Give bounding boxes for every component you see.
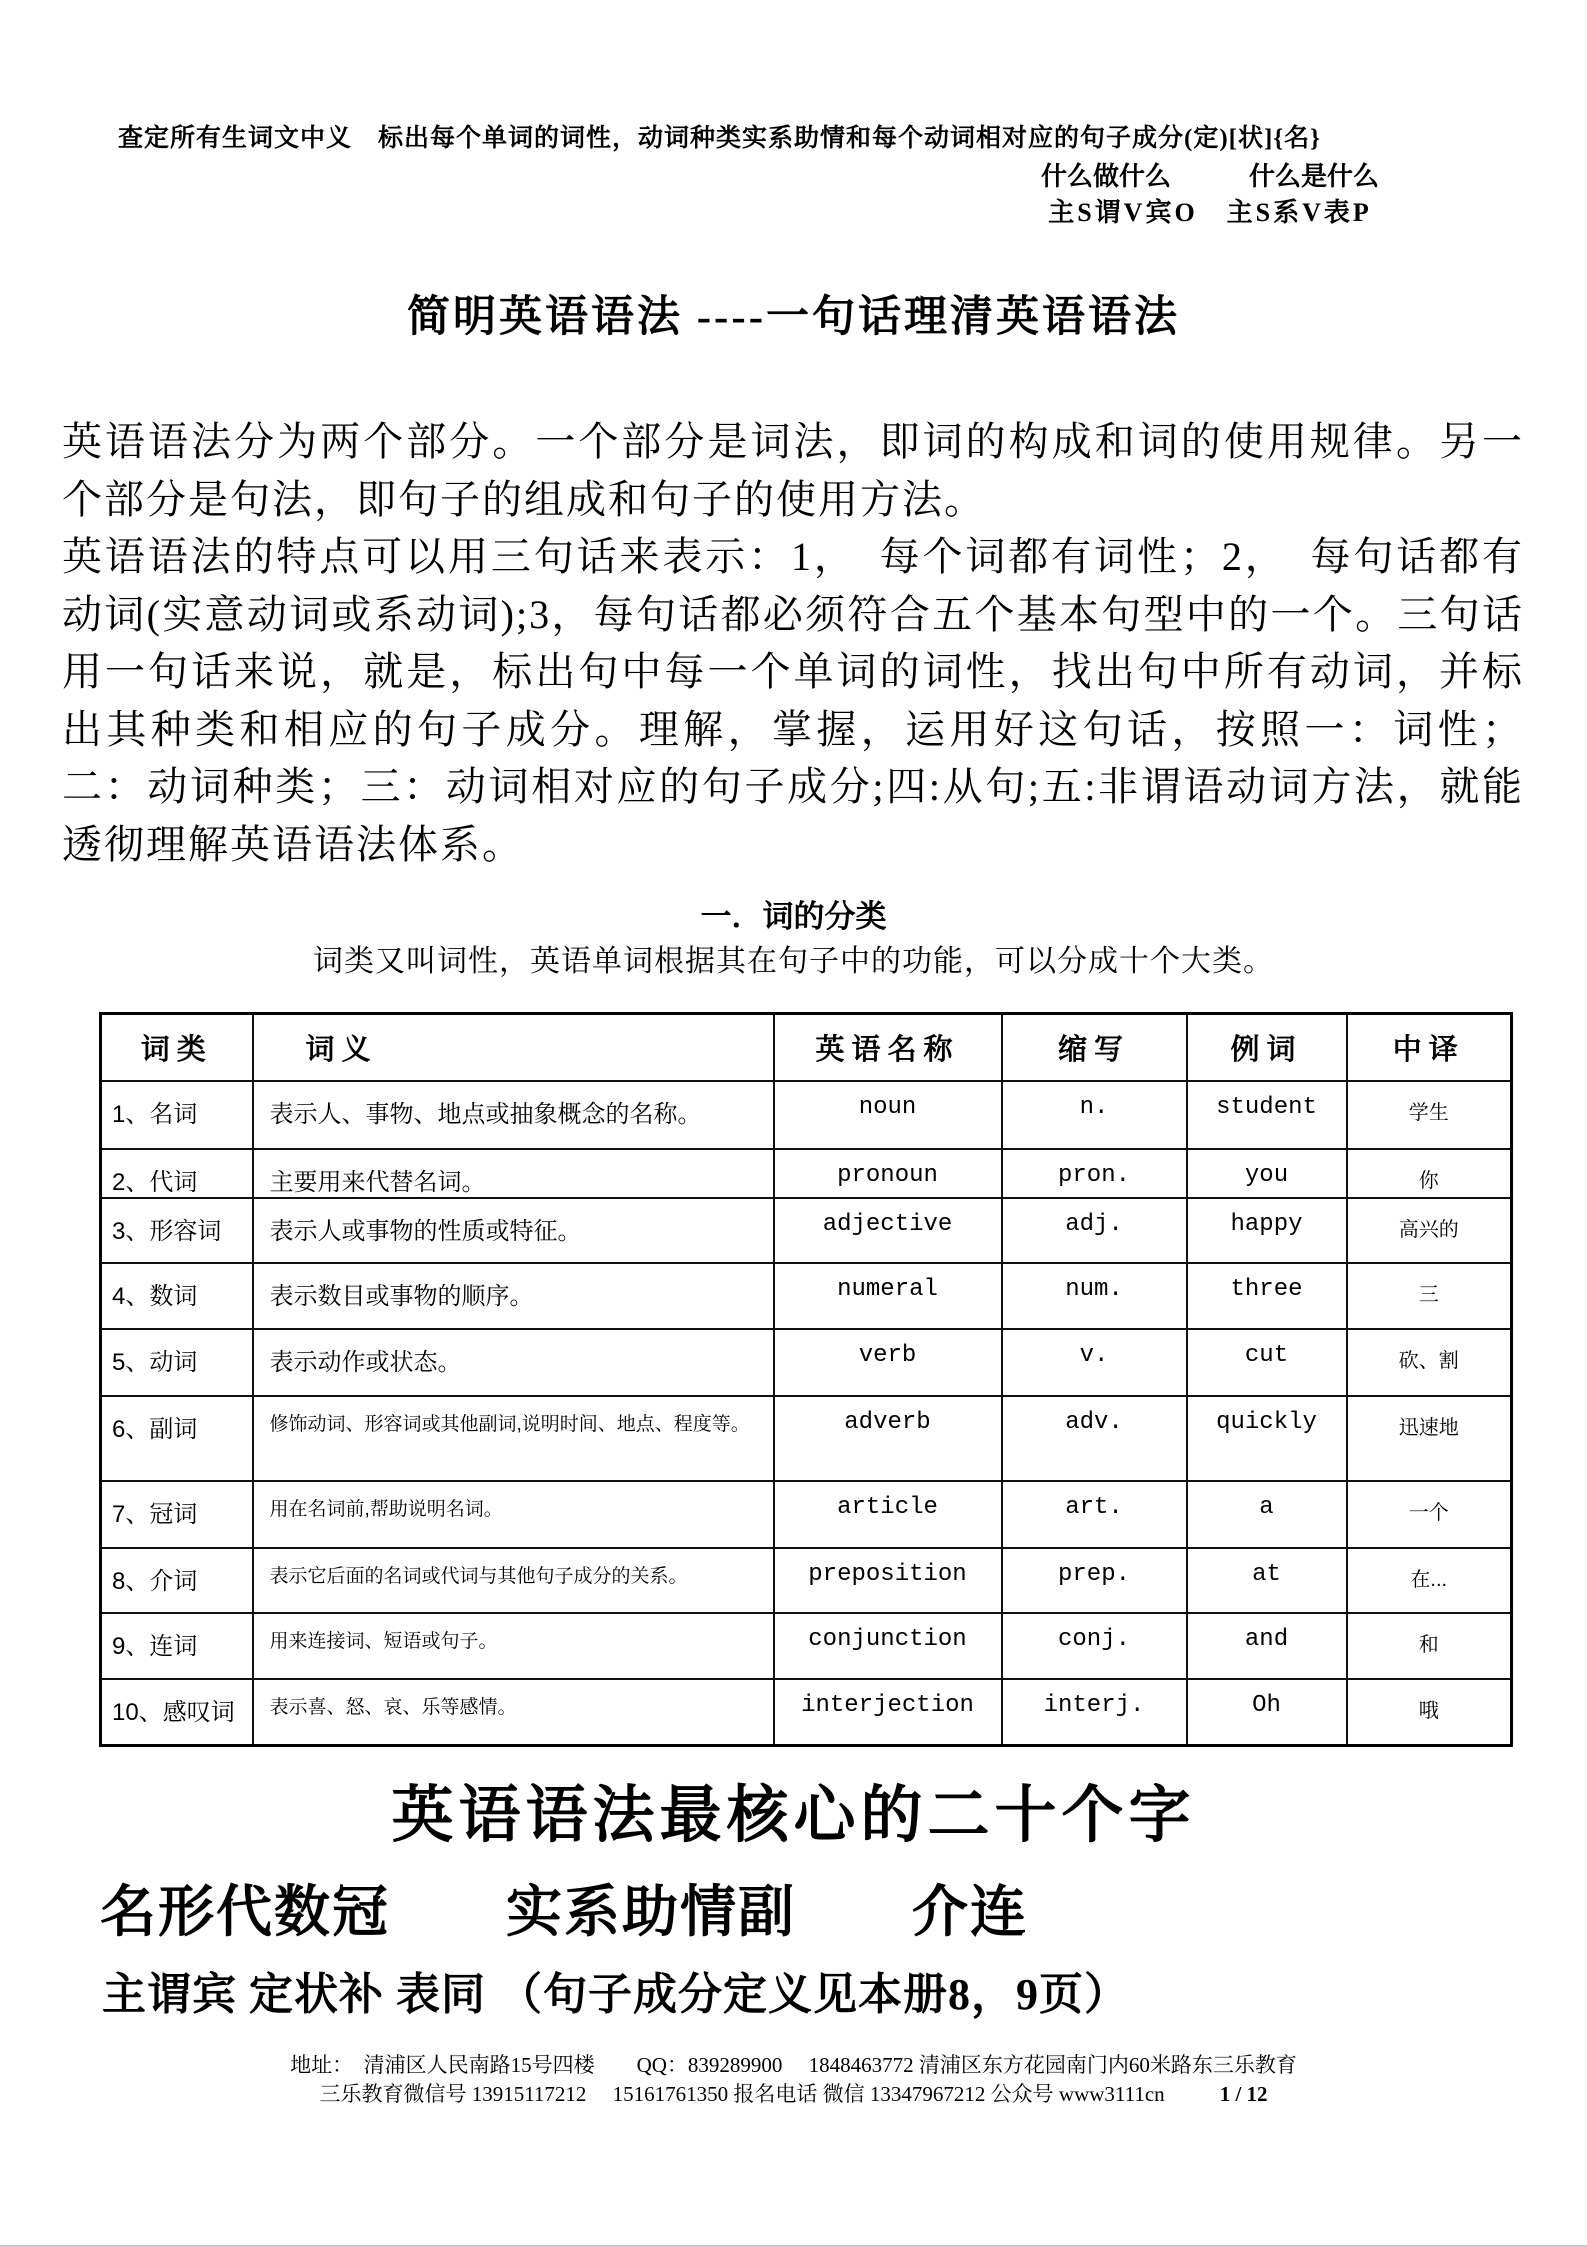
cell-example: three: [1187, 1263, 1347, 1329]
cell-example: happy: [1187, 1198, 1347, 1263]
table-row-numeral: [101, 1263, 1512, 1329]
cell-english: noun: [774, 1081, 1002, 1149]
cell-meaning: 表示人或事物的性质或特征。: [253, 1198, 774, 1263]
cell-translation: 你: [1347, 1149, 1512, 1198]
col-header-example: 例词: [1187, 1014, 1347, 1081]
table-row-article: [101, 1481, 1512, 1548]
cell-abbr: adj.: [1002, 1198, 1187, 1263]
section-subheading: 词类又叫词性，英语单词根据其在句子中的功能，可以分成十个大类。: [313, 945, 1274, 978]
cell-english: article: [774, 1481, 1002, 1548]
parts-of-speech-table: [99, 1012, 1513, 1747]
cell-translation: 三: [1347, 1263, 1512, 1329]
cell-meaning: 修饰动词、形容词或其他副词,说明时间、地点、程度等。: [253, 1396, 774, 1481]
cell-meaning: 表示动作或状态。: [253, 1329, 774, 1396]
cell-translation: 和: [1347, 1613, 1512, 1679]
cell-translation: 砍、割: [1347, 1329, 1512, 1396]
cell-meaning: 用来连接词、短语或句子。: [253, 1613, 774, 1679]
cell-english: adjective: [774, 1198, 1002, 1263]
core-words-line: 名形代数冠 实系助情副 介连: [100, 1882, 1028, 1944]
cell-word-class: 8、介词: [101, 1548, 253, 1613]
cell-example: you: [1187, 1149, 1347, 1198]
cell-english: numeral: [774, 1263, 1002, 1329]
cell-abbr: num.: [1002, 1263, 1187, 1329]
footer-address-line: 地址： 清浦区人民南路15号四楼 QQ：839289900 1848463772 清浦区东方花园南门内60米路东三乐教育: [290, 2053, 1297, 2077]
cell-word-class: 2、代词: [101, 1149, 253, 1198]
cell-example: cut: [1187, 1329, 1347, 1396]
table-row-preposition: [101, 1548, 1512, 1613]
table-row-pronoun: [101, 1149, 1512, 1198]
core-components-line: 主谓宾 定状补 表同 （句子成分定义见本册8，9页）: [102, 1970, 1129, 2019]
footer-contact-text: 三乐教育微信号 13915117212 15161761350 报名电话 微信 13347967212 公众号 www3111cn: [319, 2082, 1165, 2106]
table-row-interjection: [101, 1679, 1512, 1746]
col-header-english-name: 英语名称: [774, 1014, 1002, 1081]
cell-english: interjection: [774, 1679, 1002, 1746]
cell-english: verb: [774, 1329, 1002, 1396]
header-note-line2: 什么做什么 什么是什么: [1040, 162, 1379, 191]
cell-english: conjunction: [774, 1613, 1002, 1679]
cell-example: a: [1187, 1481, 1347, 1548]
table-row-adverb: [101, 1396, 1512, 1481]
cell-example: student: [1187, 1081, 1347, 1149]
cell-abbr: adv.: [1002, 1396, 1187, 1481]
cell-translation: 学生: [1347, 1081, 1512, 1149]
page-number: 1 / 12: [1219, 2082, 1268, 2106]
intro-text: [62, 413, 1524, 873]
cell-translation: 高兴的: [1347, 1198, 1512, 1263]
page-title: 简明英语语法 ----一句话理清英语语法: [406, 294, 1181, 341]
col-header-abbreviation: 缩写: [1002, 1014, 1187, 1081]
table-row-noun: [101, 1081, 1512, 1149]
table-row-verb: [101, 1329, 1512, 1396]
col-header-translation: 中译: [1347, 1014, 1512, 1081]
cell-meaning: 表示喜、怒、哀、乐等感情。: [253, 1679, 774, 1746]
cell-abbr: interj.: [1002, 1679, 1187, 1746]
cell-word-class: 1、名词: [101, 1081, 253, 1149]
col-header-word-class: 词类: [101, 1014, 253, 1081]
cell-abbr: art.: [1002, 1481, 1187, 1548]
cell-translation: 在...: [1347, 1548, 1512, 1613]
cell-english: adverb: [774, 1396, 1002, 1481]
cell-word-class: 3、形容词: [101, 1198, 253, 1263]
cell-meaning: 用在名词前,帮助说明名词。: [253, 1481, 774, 1548]
cell-meaning: 表示人、事物、地点或抽象概念的名称。: [253, 1081, 774, 1149]
table-header-row: [101, 1014, 1512, 1081]
table-row-conjunction: [101, 1613, 1512, 1679]
cell-abbr: conj.: [1002, 1613, 1187, 1679]
cell-abbr: pron.: [1002, 1149, 1187, 1198]
cell-word-class: 6、副词: [101, 1396, 253, 1481]
cell-translation: 迅速地: [1347, 1396, 1512, 1481]
cell-english: preposition: [774, 1548, 1002, 1613]
cell-abbr: prep.: [1002, 1548, 1187, 1613]
cell-abbr: v.: [1002, 1329, 1187, 1396]
header-note-line1: 查定所有生词文中义 标出每个单词的词性，动词种类实系助情和每个动词相对应的句子成分(定)[状]{名}: [118, 125, 1322, 152]
cell-example: and: [1187, 1613, 1347, 1679]
cell-word-class: 7、冠词: [101, 1481, 253, 1548]
cell-word-class: 4、数词: [101, 1263, 253, 1329]
cell-example: quickly: [1187, 1396, 1347, 1481]
cell-word-class: 5、动词: [101, 1329, 253, 1396]
cell-meaning: 表示它后面的名词或代词与其他句子成分的关系。: [253, 1548, 774, 1613]
table-row-adjective: [101, 1198, 1512, 1263]
cell-word-class: 10、感叹词: [101, 1679, 253, 1746]
intro-paragraph-1: 英语语法分为两个部分。一个部分是词法，即词的构成和词的使用规律。另一个部分是句法，即句子的组成和句子的使用方法。: [62, 419, 1524, 522]
cell-meaning: 表示数目或事物的顺序。: [253, 1263, 774, 1329]
cell-example: Oh: [1187, 1679, 1347, 1746]
section-heading: 一．词的分类: [700, 899, 887, 934]
cell-abbr: n.: [1002, 1081, 1187, 1149]
cell-meaning: 主要用来代替名词。: [253, 1149, 774, 1198]
cell-word-class: 9、连词: [101, 1613, 253, 1679]
cell-translation: 哦: [1347, 1679, 1512, 1746]
header-note-line3: 主S谓V宾O 主S系V表P: [1048, 198, 1372, 227]
intro-paragraph-2: 英语语法的特点可以用三句话来表示：1， 每个词都有词性；2， 每句话都有动词(实意动词或系动词);3，每句话都必须符合五个基本句型中的一个。三句话用一句话来说，就是，标出句中每一个单词的词性，找出句中所有动词，并标出其种类和相应的句子成分。理解，掌握，运用好这句话，按照一：词性；二：动词种类；三：动词相对应的句子成分;四:从句;五:非谓语动词方法，就能透彻理解英语语法体系。: [62, 534, 1524, 867]
footer-contacts-line: [0, 2078, 1587, 2108]
cell-example: at: [1187, 1548, 1347, 1613]
core-heading: 英语语法最核心的二十个字: [391, 1782, 1196, 1850]
col-header-meaning: 词义: [253, 1014, 774, 1081]
cell-english: pronoun: [774, 1149, 1002, 1198]
cell-translation: 一个: [1347, 1481, 1512, 1548]
